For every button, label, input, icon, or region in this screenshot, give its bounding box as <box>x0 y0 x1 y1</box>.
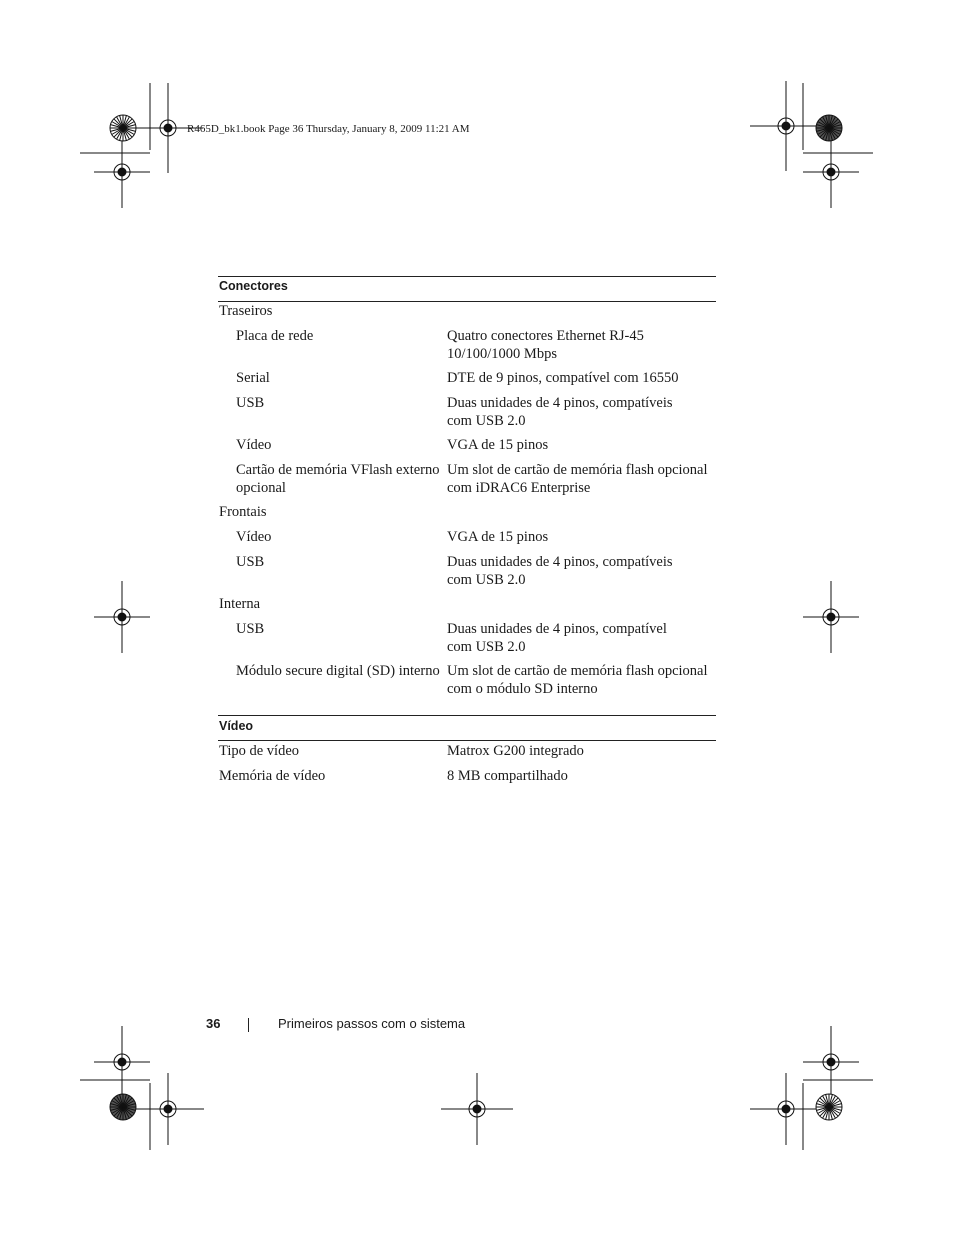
registration-dot <box>118 168 126 176</box>
registration-dot <box>827 168 835 176</box>
row-label: Cartão de memória VFlash externo opcional <box>236 462 440 496</box>
row-label: Tipo de vídeo <box>219 743 300 759</box>
row-value: Duas unidades de 4 pinos, compatíveis com USB 2.0 <box>447 554 673 588</box>
registration-dot <box>473 1105 481 1113</box>
footer-section-title: Primeiros passos com o sistema <box>278 1016 466 1031</box>
section-title-video: Vídeo <box>219 719 254 733</box>
row-value: VGA de 15 pinos <box>447 437 549 453</box>
footer-divider <box>248 1018 249 1032</box>
registration-dot <box>164 124 172 132</box>
row-label: USB <box>236 554 265 570</box>
section-header-rule <box>218 740 716 741</box>
row-value: DTE de 9 pinos, compatível com 16550 <box>447 370 679 386</box>
row-label: Placa de rede <box>236 328 314 344</box>
row-value: Duas unidades de 4 pinos, compatível com USB 2.0 <box>447 621 667 655</box>
section-top-rule <box>218 276 716 277</box>
row-value: Um slot de cartão de memória flash opcional com iDRAC6 Enterprise <box>447 462 708 496</box>
registration-dot <box>164 1105 172 1113</box>
section-header-rule <box>218 301 716 302</box>
row-label: Módulo secure digital (SD) interno <box>236 663 440 679</box>
row-label: Serial <box>236 370 270 386</box>
category-rear: Traseiros <box>219 303 273 319</box>
section-top-rule <box>218 715 716 716</box>
row-value: Quatro conectores Ethernet RJ-45 10/100/1000 Mbps <box>447 328 644 362</box>
registration-dot <box>827 1058 835 1066</box>
registration-dot <box>782 122 790 130</box>
category-front: Frontais <box>219 504 267 520</box>
category-internal: Interna <box>219 596 261 612</box>
section-title-connectors: Conectores <box>219 279 288 293</box>
registration-dot <box>118 1058 126 1066</box>
row-label: Vídeo <box>236 437 272 453</box>
row-label: Memória de vídeo <box>219 768 326 784</box>
registration-dot <box>782 1105 790 1113</box>
row-value: 8 MB compartilhado <box>447 768 568 784</box>
row-label: USB <box>236 621 265 637</box>
registration-dot <box>118 613 126 621</box>
row-label: Vídeo <box>236 529 272 545</box>
print-header: R465D_bk1.book Page 36 Thursday, January 8, 2009 11:21 AM <box>187 123 470 135</box>
row-label: USB <box>236 395 265 411</box>
row-value: Matrox G200 integrado <box>447 743 584 759</box>
row-value: Duas unidades de 4 pinos, compatíveis com USB 2.0 <box>447 395 673 429</box>
row-value: Um slot de cartão de memória flash opcional com o módulo SD interno <box>447 663 708 697</box>
registration-dot <box>827 613 835 621</box>
page-number: 36 <box>206 1016 221 1031</box>
row-value: VGA de 15 pinos <box>447 529 549 545</box>
